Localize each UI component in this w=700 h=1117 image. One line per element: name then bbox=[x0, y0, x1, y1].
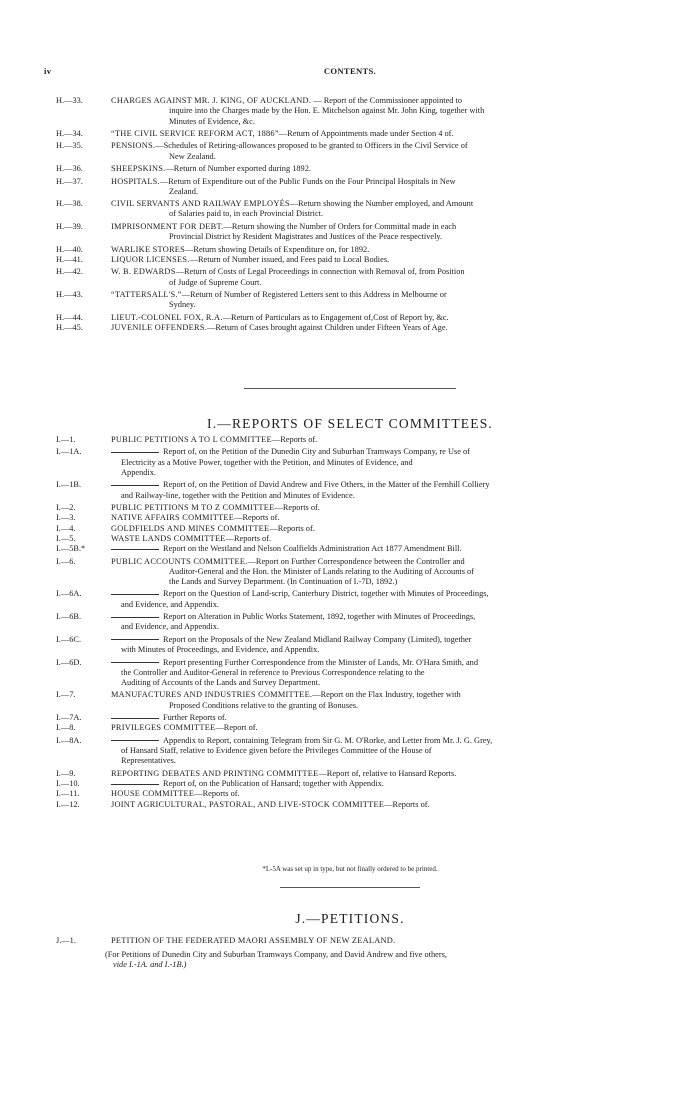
entry-first-line bbox=[111, 96, 656, 106]
entry-first-line bbox=[111, 255, 656, 265]
entry-code: H.—43. bbox=[56, 289, 83, 299]
entry-title: “TATTERSALL'S.” bbox=[111, 289, 182, 299]
entry-code: I.—1B. bbox=[56, 480, 82, 490]
entry-code: I.—10. bbox=[56, 779, 80, 788]
entry-body bbox=[111, 141, 656, 162]
entry-dash-rule bbox=[111, 662, 159, 663]
entry-title: IMPRISONMENT FOR DEBT. bbox=[111, 221, 224, 231]
contents-entry bbox=[44, 736, 656, 767]
entry-description: Report on the Question of Land-scrip, Canterbury District, together with Minutes of Proceedings, bbox=[163, 589, 489, 599]
contents-entry bbox=[44, 544, 656, 554]
entry-continuation: New Zealand. bbox=[169, 151, 216, 161]
entry-body bbox=[111, 245, 656, 255]
entry-continuation: of Hansard Staff, relative to Evidence given before the Privileges Committee of the House of bbox=[121, 746, 432, 756]
entry-description: Report on the Westland and Nelson Coalfields Administration Act 1877 Amendment Bill. bbox=[163, 544, 462, 554]
entry-code: H.—33. bbox=[56, 96, 83, 105]
entry-description: —Return of Number of Registered Letters sent to this Address in Melbourne or bbox=[181, 289, 447, 299]
j-note-vide: vide I.-1A. and I.-1B.) bbox=[113, 960, 187, 970]
entry-body bbox=[111, 503, 656, 513]
contents-entry bbox=[44, 658, 656, 689]
entry-continuation: and Evidence, and Appendix. bbox=[121, 622, 220, 632]
entry-continuation: Zealand. bbox=[169, 186, 198, 196]
entry-dash-rule bbox=[111, 617, 159, 618]
entry-description: —Return of Cases brought against Children under Fifteen Years of Age. bbox=[207, 322, 448, 332]
section-divider bbox=[244, 388, 456, 389]
entry-body bbox=[111, 658, 656, 689]
entry-description: —Reports of. bbox=[225, 533, 272, 543]
entry-continuation: Auditing of Accounts of the Lands and Survey Department. bbox=[121, 678, 321, 687]
entry-dash-rule bbox=[111, 549, 159, 550]
entry-title: PRIVILEGES COMMITTEE bbox=[111, 723, 216, 733]
entry-title: JUVENILE OFFENDERS. bbox=[111, 322, 208, 332]
entry-continuation: and Evidence, and Appendix. bbox=[121, 599, 220, 609]
entry-title: MANUFACTURES AND INDUSTRIES COMMITTEE. bbox=[111, 690, 313, 700]
contents-entry bbox=[44, 164, 656, 174]
entry-body bbox=[111, 534, 656, 544]
j-note-line2 bbox=[105, 960, 656, 970]
entry-first-line bbox=[111, 164, 656, 174]
section-j-title: J.—PETITIONS. bbox=[295, 911, 405, 926]
contents-entry bbox=[44, 177, 656, 198]
entry-code: H.—39. bbox=[56, 221, 83, 231]
entry-continuation: Representatives. bbox=[121, 756, 176, 766]
entry-description: Report of, on the Publication of Hansard; together with Appendix. bbox=[163, 779, 384, 788]
entry-description: —Reports of. bbox=[271, 435, 318, 444]
entry-first-line bbox=[111, 612, 656, 622]
entry-body bbox=[111, 612, 656, 633]
entry-continuation: of Salaries paid to, in each Provincial District. bbox=[169, 209, 324, 219]
contents-entry bbox=[44, 96, 656, 127]
j-note bbox=[44, 950, 656, 971]
entry-code: I.—6C. bbox=[56, 634, 82, 644]
entry-description: —Return of Number exported during 1892. bbox=[165, 164, 311, 174]
entry-first-line bbox=[111, 290, 656, 300]
entry-title: PUBLIC PETITIONS A TO L COMMITTEE bbox=[111, 435, 272, 444]
entry-dash-rule bbox=[111, 784, 159, 785]
contents-entry bbox=[44, 480, 656, 501]
entry-code: I.—11. bbox=[56, 789, 80, 799]
contents-entry bbox=[44, 713, 656, 723]
entry-title: CHARGES AGAINST MR. J. KING, OF AUCKLAND. bbox=[111, 96, 312, 105]
entry-title: PETITION OF THE FEDERATED MAORI ASSEMBLY OF NEW ZEALAND. bbox=[111, 936, 396, 945]
entry-code: H.—42. bbox=[56, 267, 83, 277]
contents-entry bbox=[44, 222, 656, 243]
entry-first-line bbox=[111, 199, 656, 209]
entry-title: W. B. EDWARDS bbox=[111, 267, 176, 277]
entry-body bbox=[111, 779, 656, 789]
entry-code: H.—44. bbox=[56, 312, 83, 322]
entry-dash-rule bbox=[111, 452, 159, 453]
entry-body bbox=[111, 769, 656, 779]
entry-body bbox=[111, 544, 656, 554]
entry-first-line bbox=[111, 736, 656, 746]
entry-continuation: and Railway-line, together with the Petition and Minutes of Evidence. bbox=[121, 490, 355, 500]
entry-body bbox=[111, 129, 656, 139]
entry-body bbox=[111, 635, 656, 656]
entry-description: Report on the Proposals of the New Zealand Midland Railway Company (Limited), together bbox=[163, 634, 472, 644]
entry-description: —Reports of. bbox=[269, 523, 315, 533]
contents-entry bbox=[44, 435, 656, 445]
entry-code: H.—45. bbox=[56, 322, 83, 332]
entry-code: I.—2. bbox=[56, 503, 76, 513]
entry-description: — Report of the Commissioner appointed to bbox=[311, 96, 463, 105]
entry-first-line bbox=[111, 177, 656, 187]
entry-first-line bbox=[111, 524, 656, 534]
entry-body bbox=[111, 323, 656, 333]
entry-title: LIEUT.-COLONEL FOX, R.A. bbox=[111, 312, 223, 322]
entry-title: HOUSE COMMITTEE bbox=[111, 789, 195, 799]
entry-description: —Return showing the Number employed, and Amount bbox=[289, 199, 474, 209]
entry-title: LIQUOR LICENSES. bbox=[111, 254, 190, 264]
entry-dash-rule bbox=[111, 639, 159, 640]
entry-first-line bbox=[111, 658, 656, 668]
entry-description: —Schedules of Retiring-allowances proposed to be granted to Officers in the Civil Service of bbox=[155, 141, 468, 151]
contents-entry bbox=[44, 534, 656, 544]
entry-code: H.—34. bbox=[56, 128, 83, 138]
entry-title: NATIVE AFFAIRS COMMITTEE bbox=[111, 513, 235, 523]
contents-entry bbox=[44, 141, 656, 162]
contents-entry bbox=[44, 313, 656, 323]
contents-entry bbox=[44, 789, 656, 799]
entry-body bbox=[111, 447, 656, 478]
entry-description: —Reports of. bbox=[384, 799, 430, 809]
contents-entry bbox=[44, 524, 656, 534]
entry-code: I.—6B. bbox=[56, 612, 82, 622]
entry-body bbox=[111, 480, 656, 501]
entry-code: H.—37. bbox=[56, 176, 83, 186]
entry-first-line bbox=[111, 480, 656, 490]
entry-description: —Return of Costs of Legal Proceedings in connection with Removal of, from Position bbox=[175, 267, 465, 277]
contents-entry bbox=[44, 245, 656, 255]
entry-continuation: Minutes of Evidence, &c. bbox=[169, 116, 255, 126]
entry-description: —Report of, relative to Hansard Reports. bbox=[318, 768, 457, 778]
entry-code: H.—40. bbox=[56, 244, 83, 254]
entry-title: WARLIKE STORES bbox=[111, 244, 186, 254]
entry-first-line bbox=[111, 557, 656, 567]
entry-dash-rule bbox=[111, 740, 159, 741]
entry-code: I.—8A. bbox=[56, 735, 82, 745]
entry-body bbox=[111, 936, 656, 946]
entry-title: HOSPITALS. bbox=[111, 176, 160, 186]
entry-continuation: Provincial District by Resident Magistrates and Justices of the Peace respectively. bbox=[169, 232, 443, 242]
entry-title: PENSIONS. bbox=[111, 141, 156, 151]
contents-entry bbox=[44, 779, 656, 789]
entry-code: I.—8. bbox=[56, 723, 76, 733]
entry-first-line bbox=[111, 534, 656, 544]
entry-description: Further Reports of. bbox=[163, 713, 227, 723]
contents-entry bbox=[44, 513, 656, 523]
entry-continuation: Sydney. bbox=[169, 300, 196, 310]
entry-first-line bbox=[111, 769, 656, 779]
entry-code: I.—6D. bbox=[56, 657, 82, 667]
entry-description: Report presenting Further Correspondence from the Minister of Lands, Mr. O'Hara Smith, and bbox=[163, 657, 479, 667]
entry-description: —Return showing the Number of Orders for Committal made in each bbox=[223, 221, 457, 231]
entry-first-line bbox=[111, 635, 656, 645]
contents-entry bbox=[44, 129, 656, 139]
section-divider-short bbox=[280, 887, 420, 888]
entry-first-line bbox=[111, 779, 656, 789]
entry-first-line bbox=[111, 447, 656, 457]
entry-description: Report of, on the Petition of the Dunedin City and Suburban Tramways Company, re Use of bbox=[163, 447, 470, 457]
contents-entry bbox=[44, 199, 656, 220]
h-entries-list bbox=[44, 96, 656, 333]
entry-code: I.—3. bbox=[56, 513, 76, 523]
entry-continuation: with Minutes of Proceedings, and Evidence, and Appendix. bbox=[121, 645, 320, 655]
entry-title: PUBLIC PETITIONS M TO Z COMMITTEE bbox=[111, 503, 275, 513]
entry-continuation: the Controller and Auditor-General in reference to Previous Correspondence relating to the bbox=[121, 667, 425, 677]
entry-description: —Report on Further Correspondence between the Controller and bbox=[247, 556, 465, 566]
entry-dash-rule bbox=[111, 594, 159, 595]
entry-body bbox=[111, 290, 656, 311]
entry-first-line bbox=[111, 435, 656, 445]
entry-code: I.—4. bbox=[56, 523, 76, 533]
entry-body bbox=[111, 690, 656, 711]
entry-description: —Report on the Flax Industry, together with bbox=[312, 690, 461, 700]
entry-continuation: of Judge of Supreme Court. bbox=[169, 277, 262, 287]
entry-description: —Return of Number issued, and Fees paid to Local Bodies. bbox=[189, 254, 390, 264]
entry-first-line bbox=[111, 789, 656, 799]
contents-entry bbox=[44, 589, 656, 610]
entry-code: I.—7. bbox=[56, 690, 76, 700]
page-header bbox=[44, 66, 656, 80]
entry-code: H.—41. bbox=[56, 254, 83, 264]
entry-first-line bbox=[111, 245, 656, 255]
entry-description: Report of, on the Petition of David Andrew and Five Others, in the Matter of the Fernhill Colliery bbox=[163, 480, 490, 490]
entry-body bbox=[111, 800, 656, 810]
entry-first-line bbox=[111, 723, 656, 733]
entry-dash-rule bbox=[111, 485, 159, 486]
entry-continuation: Appendix. bbox=[121, 467, 156, 477]
entry-body bbox=[111, 789, 656, 799]
entry-first-line bbox=[111, 690, 656, 700]
entry-title: GOLDFIELDS AND MINES COMMITTEE bbox=[111, 523, 270, 533]
entry-dash-rule bbox=[111, 718, 159, 719]
entry-description: —Reports of. bbox=[274, 503, 320, 513]
entry-code: I.—6A. bbox=[56, 589, 82, 599]
entry-first-line bbox=[111, 503, 656, 513]
entry-first-line bbox=[111, 936, 656, 946]
contents-entry bbox=[44, 612, 656, 633]
entry-code: I.—7A. bbox=[56, 713, 82, 723]
entry-body bbox=[111, 313, 656, 323]
entry-continuation: Auditor-General and the Hon. the Minister of Lands relating to the Auditing of Accounts of bbox=[169, 566, 475, 576]
entry-code: J.—1. bbox=[56, 936, 76, 945]
entry-description: —Reports of. bbox=[194, 789, 240, 799]
entry-body bbox=[111, 435, 656, 445]
section-i-title: I.—REPORTS OF SELECT COMMITTEES. bbox=[207, 416, 493, 431]
entry-description: —Return of Expenditure out of the Public Funds on the Four Principal Hospitals in New bbox=[159, 176, 456, 186]
entry-first-line bbox=[111, 713, 656, 723]
entry-body bbox=[111, 557, 656, 588]
entry-first-line bbox=[111, 222, 656, 232]
contents-entry bbox=[44, 690, 656, 711]
page-number: iv bbox=[44, 66, 52, 76]
entry-description: —Return of Particulars as to Engagement of,Cost of Report by, &c. bbox=[222, 312, 449, 322]
entry-first-line bbox=[111, 800, 656, 810]
entry-body bbox=[111, 736, 656, 767]
entry-description: —Return showing Details of Expenditure on, for 1892. bbox=[185, 244, 370, 254]
entry-first-line bbox=[111, 513, 656, 523]
contents-entry bbox=[44, 290, 656, 311]
entry-title: WASTE LANDS COMMITTEE bbox=[111, 533, 226, 543]
entry-body bbox=[111, 96, 656, 127]
entry-body bbox=[111, 222, 656, 243]
entry-body bbox=[111, 589, 656, 610]
entry-body bbox=[111, 177, 656, 198]
entry-continuation: Electricity as a Motive Power, together with the Petition, and Minutes of Evidence, and bbox=[121, 457, 413, 467]
entry-first-line bbox=[111, 544, 656, 554]
entry-title: “THE CIVIL SERVICE REFORM ACT, 1886” bbox=[111, 128, 279, 138]
j-entries-list bbox=[44, 936, 656, 946]
contents-entry bbox=[44, 323, 656, 333]
entry-title: SHEEPSKINS. bbox=[111, 164, 166, 174]
entry-body bbox=[111, 255, 656, 265]
entry-body bbox=[111, 524, 656, 534]
entry-code: I.—6. bbox=[56, 556, 76, 566]
entry-code: I.—9. bbox=[56, 768, 76, 778]
entry-code: I.—5B.* bbox=[56, 544, 86, 554]
entry-title: JOINT AGRICULTURAL, PASTORAL, AND LIVE-STOCK COMMITTEE bbox=[111, 799, 385, 809]
contents-entry bbox=[44, 800, 656, 810]
entry-first-line bbox=[111, 323, 656, 333]
entry-body bbox=[111, 164, 656, 174]
entry-title: REPORTING DEBATES AND PRINTING COMMITTEE bbox=[111, 768, 319, 778]
contents-entry bbox=[44, 557, 656, 588]
contents-entry bbox=[44, 503, 656, 513]
entry-title: PUBLIC ACCOUNTS COMMITTEE. bbox=[111, 556, 248, 566]
entry-code: H.—38. bbox=[56, 199, 83, 209]
contents-entry bbox=[44, 447, 656, 478]
contents-entry bbox=[44, 936, 656, 946]
entry-body bbox=[111, 723, 656, 733]
entry-body bbox=[111, 513, 656, 523]
entry-continuation: inquire into the Charges made by the Hon. E. Mitchelson against Mr. John King, together with bbox=[169, 106, 485, 116]
entry-body bbox=[111, 713, 656, 723]
entry-code: I.—5. bbox=[56, 533, 76, 543]
contents-entry bbox=[44, 255, 656, 265]
contents-entry bbox=[44, 723, 656, 733]
entry-description: Report on Alteration in Public Works Statement, 1892, together with Minutes of Proceedings, bbox=[163, 612, 476, 622]
entry-code: I.—1A. bbox=[56, 447, 82, 457]
entry-first-line bbox=[111, 129, 656, 139]
entry-first-line bbox=[111, 141, 656, 151]
entry-description: Appendix to Report, containing Telegram from Sir G. M. O'Rorke, and Letter from Mr. J. G. Grey, bbox=[163, 735, 493, 745]
entry-first-line bbox=[111, 589, 656, 599]
entry-first-line bbox=[111, 267, 656, 277]
entry-code: H.—35. bbox=[56, 141, 83, 151]
entry-body bbox=[111, 267, 656, 288]
entry-first-line bbox=[111, 313, 656, 323]
contents-entry bbox=[44, 769, 656, 779]
running-title: CONTENTS. bbox=[323, 66, 377, 76]
entry-code: H.—36. bbox=[56, 164, 83, 174]
entry-title: CIVIL SERVANTS AND RAILWAY EMPLOYÉS bbox=[111, 199, 290, 209]
i-entries-list bbox=[44, 435, 656, 810]
entry-continuation: Proposed Conditions relative to the granting of Bonuses. bbox=[169, 700, 359, 710]
contents-entry bbox=[44, 635, 656, 656]
footnote: *I.-5A was set up in type, but not finally ordered to be printed. bbox=[262, 865, 438, 873]
entry-code: I.—12. bbox=[56, 799, 80, 809]
entry-description: —Reports of. bbox=[234, 513, 280, 523]
entry-continuation: the Lands and Survey Department. (In Continuation of I.-7D, 1892.) bbox=[169, 577, 398, 586]
entry-code: I.—1. bbox=[56, 435, 76, 444]
contents-entry bbox=[44, 267, 656, 288]
j-note-line1: (For Petitions of Dunedin City and Suburban Tramways Company, and David Andrew and five others, bbox=[105, 950, 447, 959]
entry-body bbox=[111, 199, 656, 220]
entry-description: —Report of. bbox=[215, 723, 258, 733]
entry-description: —Return of Appointments made under Section 4 of. bbox=[278, 128, 454, 138]
